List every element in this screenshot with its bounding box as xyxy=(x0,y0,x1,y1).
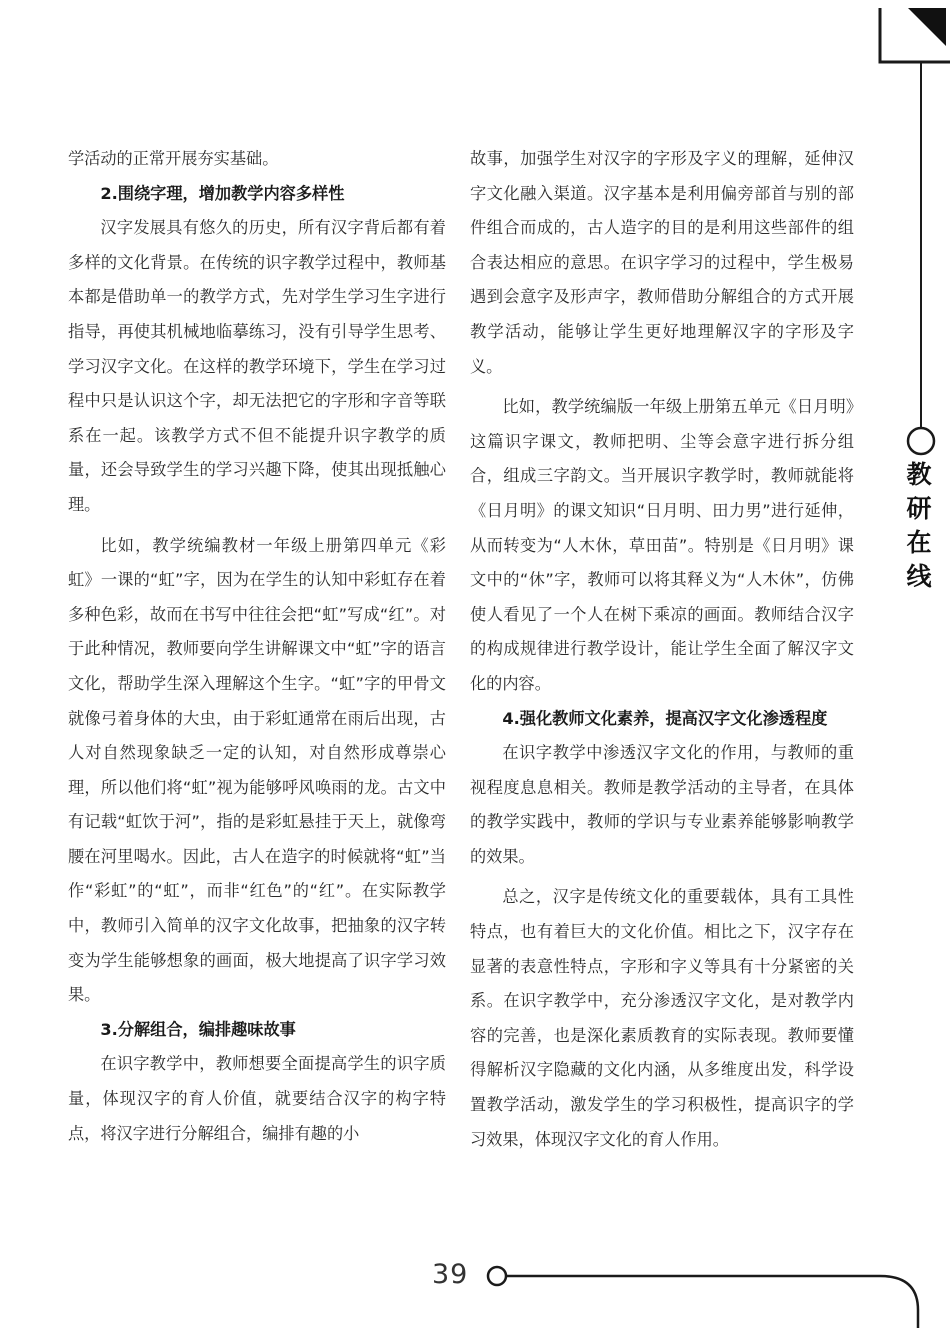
paragraph-continuation: 学活动的正常开展夯实基础。 xyxy=(68,149,279,168)
paragraph: 在识字教学中，教师想要全面提高学生的识字质量，体现汉字的育人价值，就要结合汉字的构字特点，将汉字进行分解组合，编排有趣的小 xyxy=(68,1054,446,1143)
paragraph-conclusion: 总之，汉字是传统文化的重要载体，具有工具性特点，也有着巨大的文化价值。相比之下，汉字存在显著的表意性特点，字形和字义等具有十分紧密的关系。在识字教学中，充分渗透汉字文化，是对教学内容的完善，也是深化素质教育的实际表现。教师要懂得解析汉字隐藏的文化内涵，从多维度出发，科学设置教学活动，激发学生的学习积极性，提高识字的学习效果，体现汉字文化的育人作用。 xyxy=(470,887,854,1149)
article-column-right xyxy=(470,142,854,1157)
section-title-vertical: 教研在线 xyxy=(906,460,932,591)
page-number: 39 xyxy=(432,1259,469,1290)
footer-rule xyxy=(506,1276,918,1328)
section-heading-3: 3.分解组合，编排趣味故事 xyxy=(100,1019,296,1039)
section-heading-2: 2.围绕字理，增加教学内容多样性 xyxy=(100,183,345,203)
section-heading-4: 4.强化教师文化素养，提高汉字文化渗透程度 xyxy=(502,708,828,728)
side-circle-icon xyxy=(908,428,934,454)
footer-circle-icon xyxy=(488,1267,506,1285)
corner-triangle-icon xyxy=(908,8,946,46)
paragraph: 在识字教学中渗透汉字文化的作用，与教师的重视程度息息相关。教师是教学活动的主导者，在具体的教学实践中，教师的学识与专业素养能够影响教学的效果。 xyxy=(470,743,854,866)
paragraph: 比如，教学统编版一年级上册第五单元《日月明》这篇识字课文，教师把明、尘等会意字进行拆分组合，组成三字韵文。当开展识字教学时，教师就能将《日月明》的课文知识“日月明、田力男”进行延伸，从而转变为“人木休，草田苗”。特别是《日月明》课文中的“休”字，教师可以将其释义为“人木休”，仿佛使人看见了一个人在树下乘凉的画面。教师结合汉字的构成规律进行教学设计，能让学生全面了解汉字文化的内容。 xyxy=(470,397,854,693)
paragraph: 比如，教学统编教材一年级上册第四单元《彩虹》一课的“虹”字，因为在学生的认知中彩虹存在着多种色彩，故而在书写中往往会把“虹”写成“红”。对于此种情况，教师要向学生讲解课文中“虹”字的语言文化，帮助学生深入理解这个生字。“虹”字的甲骨文就像弓着身体的大虫，由于彩虹通常在雨后出现，古人对自然现象缺乏一定的认知，对自然形成尊崇心理，所以他们将“虹”视为能够呼风唤雨的龙。古文中有记载“虹饮于河”，指的是彩虹悬挂于天上，就像弯腰在河里喝水。因此，古人在造字的时候就将“虹”当作“彩虹”的“虹”，而非“红色”的“红”。在实际教学中，教师引入简单的汉字文化故事，把抽象的汉字转变为学生能够想象的画面，极大地提高了识字学习效果。 xyxy=(68,535,446,1005)
article-column-left xyxy=(68,142,446,1151)
paragraph: 汉字发展具有悠久的历史，所有汉字背后都有着多样的文化背景。在传统的识字教学过程中，教师基本都是借助单一的教学方式，先对学生学习生字进行指导，再使其机械地临摹练习，没有引导学生思考、学习汉字文化。在这样的教学环境下，学生在学习过程中只是认识这个字，却无法把它的字形和字音等联系在一起。该教学方式不但不能提升识字教学的质量，还会导致学生的学习兴趣下降，使其出现抵触心理。 xyxy=(68,218,446,514)
paragraph-continuation: 故事，加强学生对汉字的字形及字义的理解，延伸汉字文化融入渠道。汉字基本是利用偏旁部首与别的部件组合而成的，古人造字的目的是利用这些部件的组合表达相应的意思。在识字学习的过程中，学生极易遇到会意字及形声字，教师借助分解组合的方式开展教学活动，能够让学生更好地理解汉字的字形及字义。 xyxy=(470,149,854,376)
